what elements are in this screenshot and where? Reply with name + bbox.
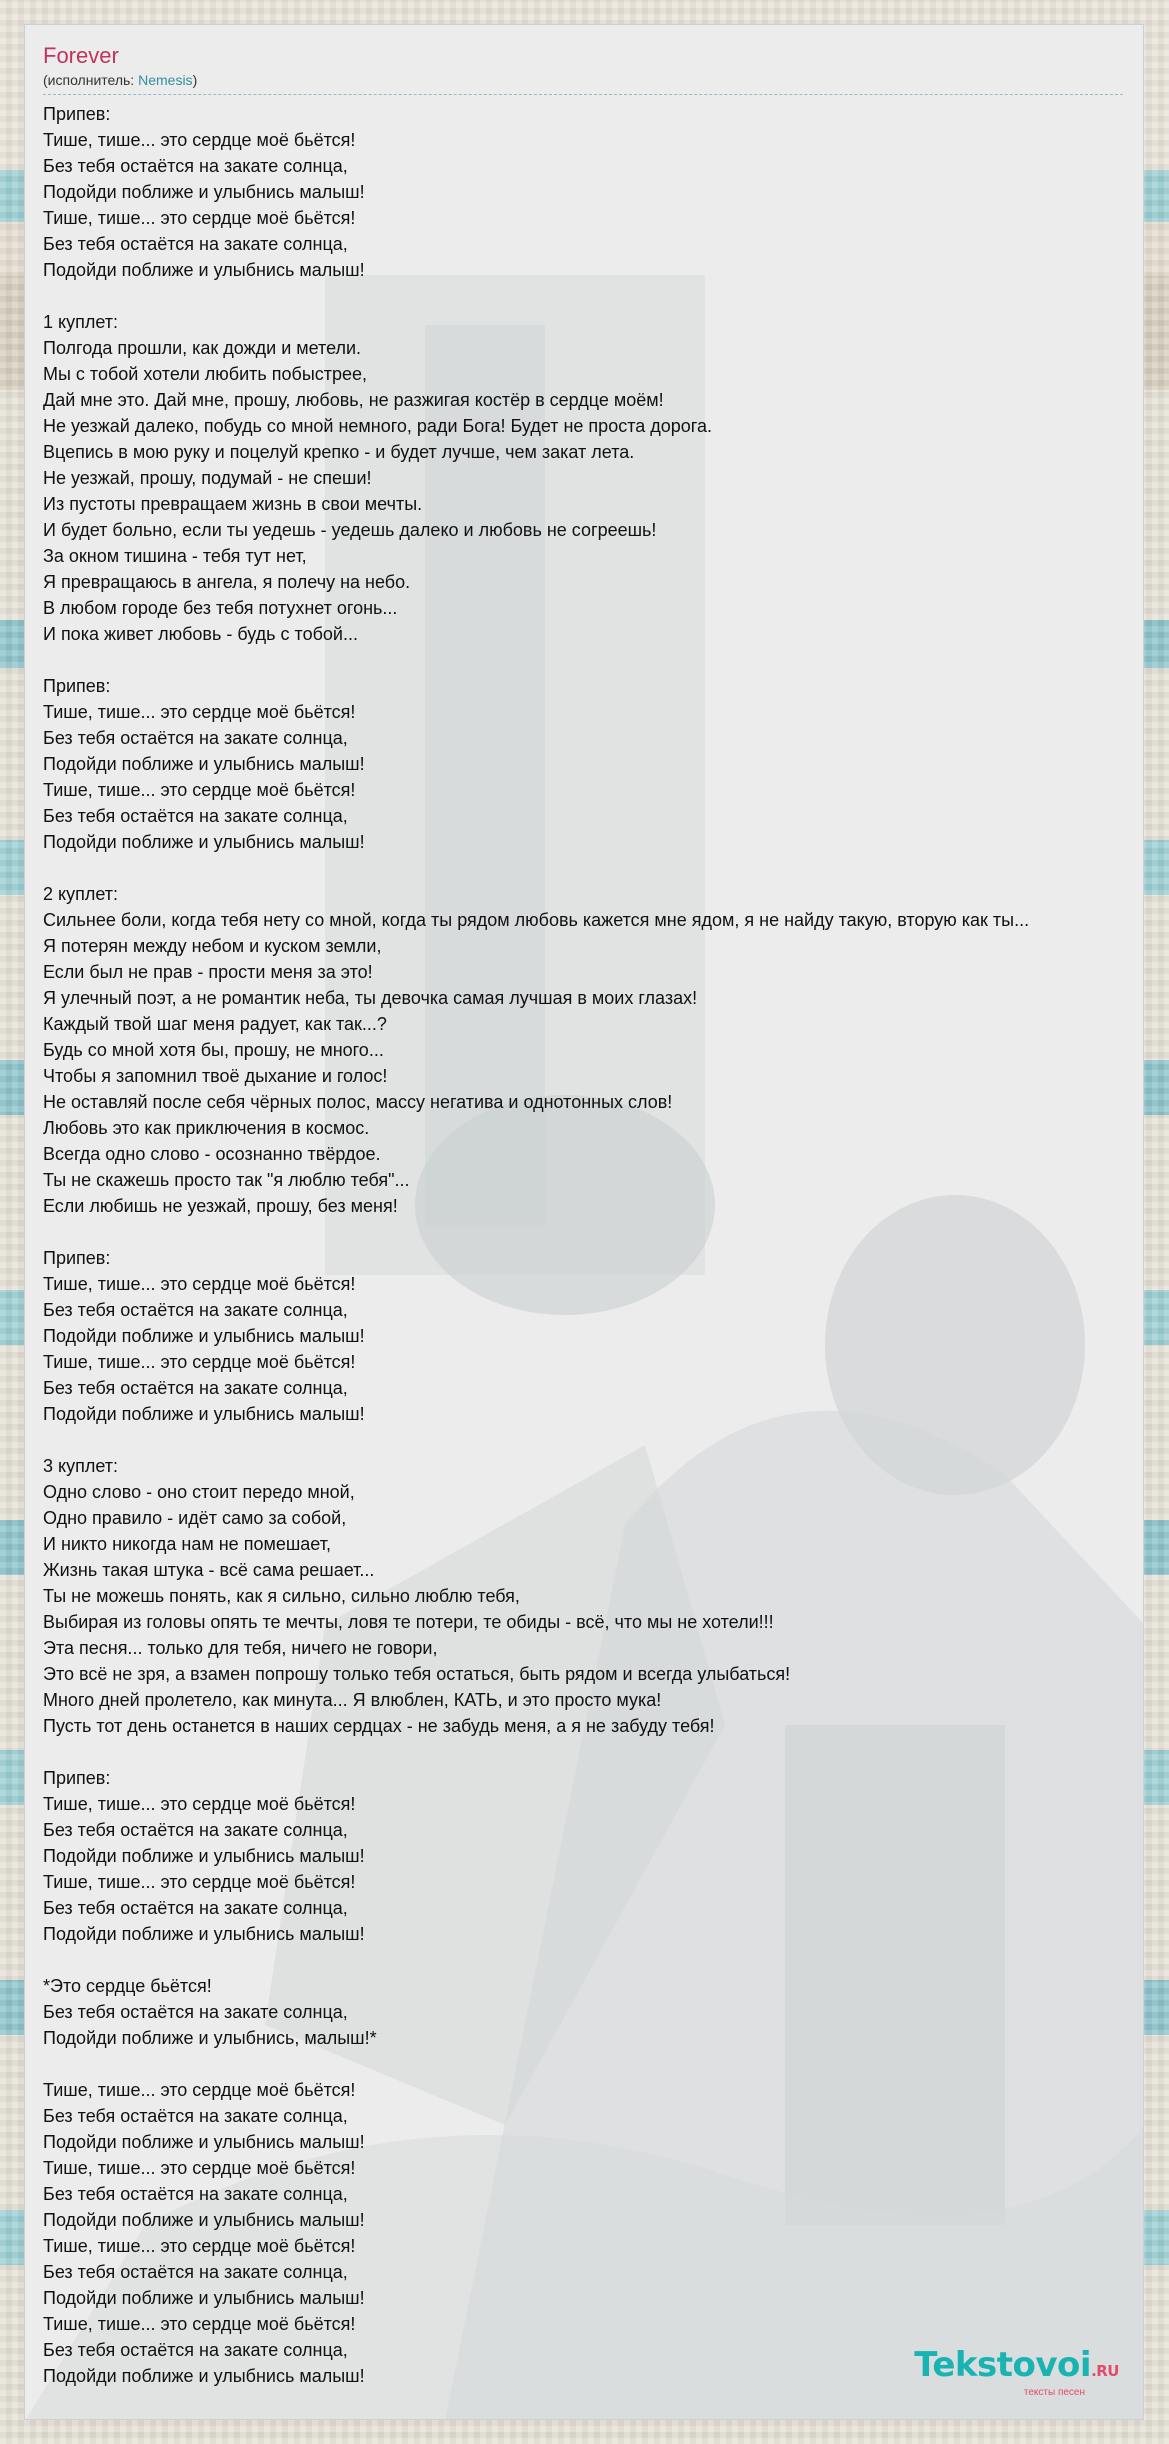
lyric-line: Без тебя остаётся на закате солнца, [43,806,348,826]
header-divider [43,94,1123,95]
stanza-gap [43,1947,1131,1973]
lyric-line: Всегда одно слово - осознанно твёрдое. [43,1144,381,1164]
lyric-line: Вцепись в мою руку и поцелуй крепко - и будет лучше, чем закат лета. [43,442,635,462]
lyric-line: Подойди поближе и улыбнись малыш! [43,832,365,852]
lyric-line: Припев: [43,104,111,124]
lyric-line: Подойди поближе и улыбнись малыш! [43,1404,365,1424]
lyric-line: Подойди поближе и улыбнись малыш! [43,1326,365,1346]
lyric-line: Эта песня... только для тебя, ничего не говори, [43,1638,438,1658]
lyric-line: 1 куплет: [43,312,118,332]
lyric-line: 3 куплет: [43,1456,118,1476]
lyric-line: Без тебя остаётся на закате солнца, [43,2002,348,2022]
lyric-line: Ты не можешь понять, как я сильно, сильно люблю тебя, [43,1586,520,1606]
lyric-line: 2 куплет: [43,884,118,904]
lyric-line: Без тебя остаётся на закате солнца, [43,2262,348,2282]
lyric-line: Тише, тише... это сердце моё бьётся! [43,2080,356,2100]
stanza-gap [43,855,1131,881]
stanza-gap [43,1739,1131,1765]
lyric-line: Не оставляй после себя чёрных полос, массу негатива и однотонных слов! [43,1092,673,1112]
lyric-line: Одно слово - оно стоит передо мной, [43,1482,355,1502]
lyric-line: Я потерян между небом и куском земли, [43,936,382,956]
lyric-line: Тише, тише... это сердце моё бьётся! [43,1274,356,1294]
lyric-line: Припев: [43,1768,111,1788]
lyric-line: Без тебя остаётся на закате солнца, [43,1300,348,1320]
lyric-line: Полгода прошли, как дожди и метели. [43,338,362,358]
lyric-line: Сильнее боли, когда тебя нету со мной, когда ты рядом любовь кажется мне ядом, я не найду такую, вторую как ты... [43,910,1030,930]
song-title: Forever [43,43,119,68]
lyric-line: И никто никогда нам не помешает, [43,1534,331,1554]
lyric-line: Припев: [43,676,111,696]
lyric-line: Подойди поближе и улыбнись малыш! [43,2210,365,2230]
lyric-line: Жизнь такая штука - всё сама решает... [43,1560,375,1580]
lyric-line: Без тебя остаётся на закате солнца, [43,1820,348,1840]
artist-prefix: (исполнитель: [43,72,139,88]
lyric-line: Подойди поближе и улыбнись малыш! [43,1924,365,1944]
lyric-line: Дай мне это. Дай мне, прошу, любовь, не разжигая костёр в сердце моём! [43,390,664,410]
lyric-line: Без тебя остаётся на закате солнца, [43,728,348,748]
lyric-line: Если любишь не уезжай, прошу, без меня! [43,1196,398,1216]
lyric-line: Много дней пролетело, как минута... Я влюблен, КАТЬ, и это просто мука! [43,1690,662,1710]
logo-tagline: тексты песен [1023,2387,1085,2398]
lyric-line: Не уезжай, прошу, подумай - не спеши! [43,468,372,488]
stanza-gap [43,2051,1131,2077]
lyric-line: Подойди поближе и улыбнись малыш! [43,2366,365,2386]
lyric-line: Подойди поближе и улыбнись малыш! [43,1846,365,1866]
lyric-line: Ты не скажешь просто так "я люблю тебя"... [43,1170,410,1190]
lyric-line: Без тебя остаётся на закате солнца, [43,156,348,176]
lyric-line: Это всё не зря, а взамен попрошу только тебя остаться, быть рядом и всегда улыбаться! [43,1664,791,1684]
artist-link[interactable]: Nemesis [138,72,193,88]
lyric-line: Без тебя остаётся на закате солнца, [43,2106,348,2126]
artist-suffix: ) [192,72,198,88]
lyric-line: Одно правило - идёт само за собой, [43,1508,347,1528]
lyric-line: Мы с тобой хотели любить побыстрее, [43,364,368,384]
lyric-line: Не уезжай далеко, побудь со мной немного, ради Бога! Будет не проста дорога. [43,416,712,436]
lyric-line: Без тебя остаётся на закате солнца, [43,234,348,254]
lyric-line: Без тебя остаётся на закате солнца, [43,1898,348,1918]
lyric-line: Тише, тише... это сердце моё бьётся! [43,780,356,800]
lyrics-text [43,101,1131,2389]
lyric-line: Каждый твой шаг меня радует, как так...? [43,1014,387,1034]
stanza-gap [43,647,1131,673]
lyric-line: Тише, тише... это сердце моё бьётся! [43,2314,356,2334]
site-logo[interactable] [914,2347,1119,2399]
lyric-line: Подойди поближе и улыбнись, малыш!* [43,2028,377,2048]
lyric-line: Из пустоты превращаем жизнь в свои мечты. [43,494,423,514]
lyric-line: Подойди поближе и улыбнись малыш! [43,260,365,280]
lyric-line: Выбирая из головы опять те мечты, ловя те потери, те обиды - всё, что мы не хотели!!! [43,1612,774,1632]
lyric-line: Подойди поближе и улыбнись малыш! [43,2288,365,2308]
lyric-line: И пока живет любовь - будь с тобой... [43,624,358,644]
lyric-line: Будь со мной хотя бы, прошу, не много... [43,1040,384,1060]
lyric-line: Любовь это как приключения в космос. [43,1118,370,1138]
lyric-line: Тише, тише... это сердце моё бьётся! [43,1872,356,1892]
lyric-line: Тише, тише... это сердце моё бьётся! [43,2236,356,2256]
lyric-line: Чтобы я запомнил твоё дыхание и голос! [43,1066,388,1086]
lyric-line: Я превращаюсь в ангела, я полечу на небо. [43,572,411,592]
lyric-line: Тише, тише... это сердце моё бьётся! [43,1794,356,1814]
lyric-line: В любом городе без тебя потухнет огонь... [43,598,398,618]
stanza-gap [43,283,1131,309]
lyric-line: Если был не прав - прости меня за это! [43,962,373,982]
lyric-line: Подойди поближе и улыбнись малыш! [43,754,365,774]
lyric-line: Без тебя остаётся на закате солнца, [43,1378,348,1398]
lyrics-panel [24,24,1144,2420]
lyric-line: Тише, тише... это сердце моё бьётся! [43,702,356,722]
lyric-line: Тише, тише... это сердце моё бьётся! [43,1352,356,1372]
artist-line [43,71,1125,89]
lyric-line: Без тебя остаётся на закате солнца, [43,2340,348,2360]
lyric-line: Я улечный поэт, а не романтик неба, ты девочка самая лучшая в моих глазах! [43,988,698,1008]
lyric-line: *Это сердце бьётся! [43,1976,212,1996]
stanza-gap [43,1427,1131,1453]
lyric-line: Подойди поближе и улыбнись малыш! [43,182,365,202]
stanza-gap [43,1219,1131,1245]
logo-suffix: .RU [1091,2362,1119,2380]
logo-main-text: Tekstovoi [914,2345,1092,2385]
lyric-line: Тише, тише... это сердце моё бьётся! [43,2158,356,2178]
lyric-line: И будет больно, если ты уедешь - уедешь далеко и любовь не согреешь! [43,520,657,540]
lyric-line: Без тебя остаётся на закате солнца, [43,2184,348,2204]
lyric-line: Пусть тот день останется в наших сердцах - не забудь меня, а я не забуду тебя! [43,1716,715,1736]
lyric-line: Подойди поближе и улыбнись малыш! [43,2132,365,2152]
lyric-line: За окном тишина - тебя тут нет, [43,546,307,566]
lyric-line: Припев: [43,1248,111,1268]
lyric-line: Тише, тише... это сердце моё бьётся! [43,208,356,228]
lyric-line: Тише, тише... это сердце моё бьётся! [43,130,356,150]
